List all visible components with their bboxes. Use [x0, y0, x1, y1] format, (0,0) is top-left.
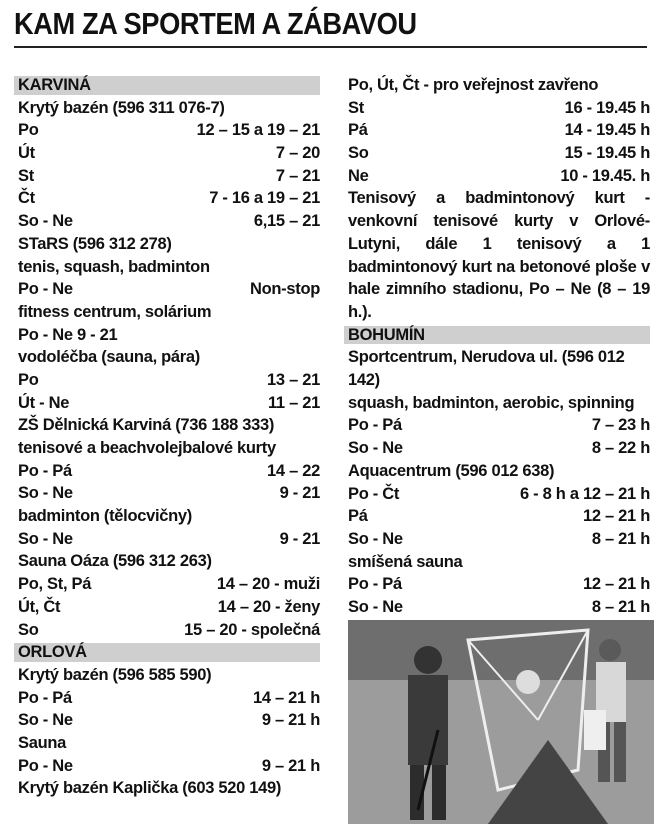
- schedule-row: [348, 596, 650, 619]
- venue-title: [18, 301, 320, 324]
- schedule-hours: 14 – 20 - ženy: [217, 597, 320, 616]
- headline-rule: [14, 46, 647, 48]
- section-heading: [18, 74, 320, 97]
- venue-title-text: Krytý bazén (596 585 590): [18, 665, 212, 684]
- schedule-hours: 14 - 19.45 h: [564, 121, 650, 140]
- schedule-days: So - Ne: [18, 212, 73, 231]
- schedule-row: [18, 460, 320, 483]
- venue-title-text: ZŠ Dělnická Karviná (736 188 333): [18, 416, 275, 435]
- left-column: [18, 74, 320, 800]
- schedule-days: Po - Pá: [348, 416, 402, 435]
- schedule-row: [348, 97, 650, 120]
- schedule-hours: 16 - 19.45 h: [564, 98, 650, 117]
- schedule-days: St: [348, 98, 364, 117]
- schedule-days: Po - Pá: [18, 688, 72, 707]
- schedule-hours: 12 – 15 a 19 – 21: [196, 121, 320, 140]
- schedule-days: So: [18, 620, 39, 639]
- schedule-row: [348, 483, 650, 506]
- schedule-row: [348, 528, 650, 551]
- schedule-row: [18, 324, 320, 347]
- venue-title: [348, 460, 650, 483]
- schedule-hours: 9 – 21 h: [261, 711, 320, 730]
- schedule-row: [18, 165, 320, 188]
- schedule-hours: 14 – 22: [267, 461, 320, 480]
- schedule-row: [348, 165, 650, 188]
- section-heading: [348, 324, 650, 347]
- venue-title: [18, 664, 320, 687]
- schedule-days: Po - Ne 9 - 21: [18, 325, 118, 344]
- schedule-row: [18, 709, 320, 732]
- schedule-days: Pá: [348, 121, 368, 140]
- schedule-days: Po - Pá: [348, 575, 402, 594]
- schedule-hours: 15 – 20 - společná: [184, 620, 320, 639]
- venue-title-text: Aquacentrum (596 012 638): [348, 461, 555, 480]
- venue-title: [18, 550, 320, 573]
- schedule-days: So - Ne: [18, 484, 73, 503]
- schedule-row: [18, 755, 320, 778]
- schedule-days: So - Ne: [348, 529, 403, 548]
- schedule-row: [18, 187, 320, 210]
- venue-title-text: STaRS (596 312 278): [18, 234, 172, 253]
- section-heading-text: BOHUMÍN: [348, 325, 425, 344]
- schedule-row: [348, 437, 650, 460]
- schedule-hours: 7 – 20: [275, 144, 320, 163]
- venue-title-text: Krytý bazén Kaplička (603 520 149): [18, 779, 282, 798]
- schedule-row: [348, 505, 650, 528]
- schedule-days: Čt: [18, 189, 35, 208]
- schedule-hours: 9 - 21: [279, 484, 320, 503]
- venue-title-text: tenisové a beachvolejbalové kurty: [18, 439, 276, 457]
- schedule-row: [18, 596, 320, 619]
- schedule-row: [18, 619, 320, 642]
- schedule-row: [18, 119, 320, 142]
- schedule-row: [18, 392, 320, 415]
- venue-title-text: vodoléčba (sauna, pára): [18, 348, 200, 367]
- schedule-days: Pá: [348, 507, 368, 526]
- schedule-row: [18, 278, 320, 301]
- schedule-days: Út, Čt: [18, 597, 61, 616]
- venue-title-text: smíšená sauna: [348, 552, 463, 571]
- venue-title-text: Sauna Oáza (596 312 263): [18, 552, 212, 571]
- schedule-row: [348, 119, 650, 142]
- schedule-days: Po - Pá: [18, 461, 72, 480]
- schedule-days: Ne: [348, 166, 369, 185]
- venue-title: [18, 437, 320, 460]
- schedule-days: So: [348, 144, 369, 163]
- schedule-hours: 6 - 8 h a 12 – 21 h: [519, 484, 650, 503]
- right-column: [348, 74, 650, 619]
- schedule-hours: 7 – 21: [275, 166, 320, 185]
- venue-title-text: Po, Út, Čt - pro veřejnost zavřeno: [348, 76, 599, 94]
- section-heading: [18, 641, 320, 664]
- venue-title: [348, 74, 650, 97]
- schedule-row: [18, 687, 320, 710]
- minigolf-photo: [348, 620, 654, 824]
- venue-title-text: squash, badminton, aerobic, spinning: [348, 393, 635, 412]
- schedule-hours: 13 – 21: [267, 370, 320, 389]
- schedule-row: [18, 528, 320, 551]
- schedule-hours: 14 – 21 h: [252, 688, 320, 707]
- venue-title: [348, 551, 650, 574]
- schedule-hours: Non-stop: [250, 280, 320, 299]
- schedule-days: Út - Ne: [18, 393, 70, 412]
- schedule-hours: 6,15 – 21: [253, 212, 320, 231]
- schedule-row: [348, 414, 650, 437]
- schedule-row: [18, 210, 320, 233]
- schedule-hours: 9 - 21: [279, 529, 320, 548]
- venue-title: [348, 392, 650, 415]
- venue-title: [18, 505, 320, 528]
- schedule-row: [18, 482, 320, 505]
- venue-title: [18, 346, 320, 369]
- schedule-row: [348, 142, 650, 165]
- venue-title: [18, 414, 320, 437]
- schedule-days: St: [18, 166, 34, 185]
- schedule-days: So - Ne: [18, 529, 73, 548]
- section-heading-text: ORLOVÁ: [18, 643, 87, 662]
- schedule-hours: 7 - 16 a 19 – 21: [209, 189, 320, 208]
- venue-title: [348, 346, 650, 391]
- venue-title-text: Sauna: [18, 733, 67, 752]
- schedule-days: Út: [18, 144, 35, 163]
- tennis-paragraph: Tenisový a badmintonový kurt - venkovní tenisové kurty v Orlové-Lutyni, dále 1 tenisový a 1 badmintonový kurt na betonové ploše v hale zimního stadionu, Po – Ne (8 – 19 h.).: [348, 189, 650, 321]
- schedule-hours: 8 – 21 h: [591, 529, 650, 548]
- schedule-hours: 14 – 20 - muži: [216, 575, 320, 594]
- venue-title-text: badminton (tělocvičny): [18, 507, 192, 526]
- venue-title: [18, 777, 320, 800]
- schedule-hours: 7 – 23 h: [591, 416, 650, 435]
- schedule-hours: 9 – 21 h: [261, 756, 320, 775]
- venue-title: [18, 732, 320, 755]
- page-headline: KAM ZA SPORTEM A ZÁBAVOU: [14, 6, 417, 41]
- schedule-days: So - Ne: [348, 597, 403, 616]
- schedule-days: Po: [18, 370, 39, 389]
- schedule-days: So - Ne: [348, 439, 403, 458]
- venue-title-text: tenis, squash, badminton: [18, 257, 210, 276]
- schedule-hours: 12 – 21 h: [582, 507, 650, 526]
- schedule-hours: 8 – 22 h: [591, 439, 650, 458]
- section-heading-text: KARVINÁ: [18, 76, 91, 94]
- schedule-days: So - Ne: [18, 711, 73, 730]
- schedule-hours: 10 - 19.45. h: [560, 166, 650, 185]
- venue-title-text: Sportcentrum, Nerudova ul. (596 012 142): [348, 348, 625, 390]
- venue-title-text: fitness centrum, solárium: [18, 302, 212, 321]
- schedule-hours: 12 – 21 h: [582, 575, 650, 594]
- venue-title: [18, 97, 320, 120]
- schedule-row: [348, 573, 650, 596]
- schedule-days: Po - Čt: [348, 484, 400, 503]
- schedule-row: [18, 573, 320, 596]
- venue-title: [18, 256, 320, 279]
- schedule-days: Po - Ne: [18, 756, 73, 775]
- schedule-row: [18, 142, 320, 165]
- schedule-hours: 8 – 21 h: [591, 597, 650, 616]
- schedule-hours: 11 – 21: [267, 393, 320, 412]
- schedule-days: Po - Ne: [18, 280, 73, 299]
- schedule-row: [18, 369, 320, 392]
- photo-illustration: [348, 620, 654, 824]
- venue-title-text: Krytý bazén (596 311 076-7): [18, 98, 225, 117]
- schedule-days: Po: [18, 121, 39, 140]
- schedule-hours: 15 - 19.45 h: [564, 144, 650, 163]
- venue-title: [18, 233, 320, 256]
- schedule-days: Po, St, Pá: [18, 575, 92, 594]
